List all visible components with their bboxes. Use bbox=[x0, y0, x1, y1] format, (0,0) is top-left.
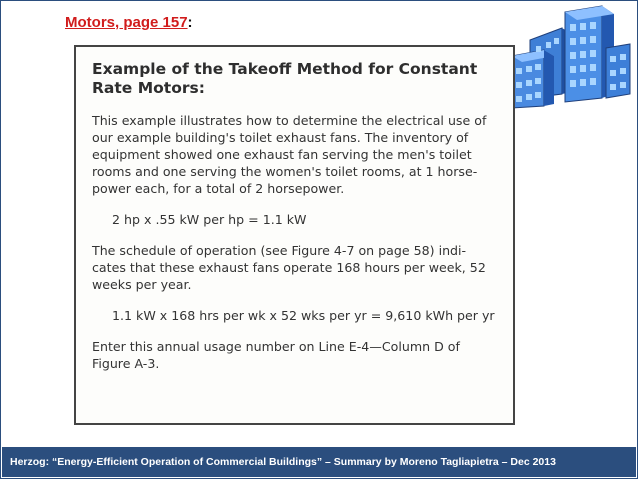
slide-title bbox=[65, 14, 193, 31]
title-colon: : bbox=[187, 14, 193, 31]
book-excerpt bbox=[74, 45, 515, 425]
excerpt-paragraph-3: Enter this annual usage number on Line E-4—Column D of Figure A-3. bbox=[92, 339, 460, 371]
excerpt-paragraph-1: This example illustrates how to determine the electrical use of our example building's toilet exhaust fans. The inventory of equipment showed one exhaust fan serving the men's toilet rooms and one serving the women's toilet rooms, at 1 horse-power each, for a total of 2 horsepower. bbox=[92, 113, 487, 196]
city-buildings-icon bbox=[510, 2, 635, 112]
excerpt-equation-1: 2 hp x .55 kW per hp = 1.1 kW bbox=[112, 212, 307, 227]
footer-text: Herzog: “Energy-Efficient Operation of Commercial Buildings” – Summary by Moreno Tagliapietra – Dec 2013 bbox=[10, 456, 556, 468]
excerpt-paragraph-2: The schedule of operation (see Figure 4-7 on page 58) indi-cates that these exhaust fans operate 168 hours per week, 52 weeks per year. bbox=[92, 243, 486, 292]
title-link[interactable]: Motors, page 157 bbox=[65, 14, 188, 31]
footer-bar bbox=[2, 447, 636, 477]
excerpt-heading: Example of the Takeoff Method for Constant Rate Motors: bbox=[92, 60, 478, 97]
excerpt-equation-2: 1.1 kW x 168 hrs per wk x 52 wks per yr = 9,610 kWh per yr bbox=[112, 308, 495, 323]
